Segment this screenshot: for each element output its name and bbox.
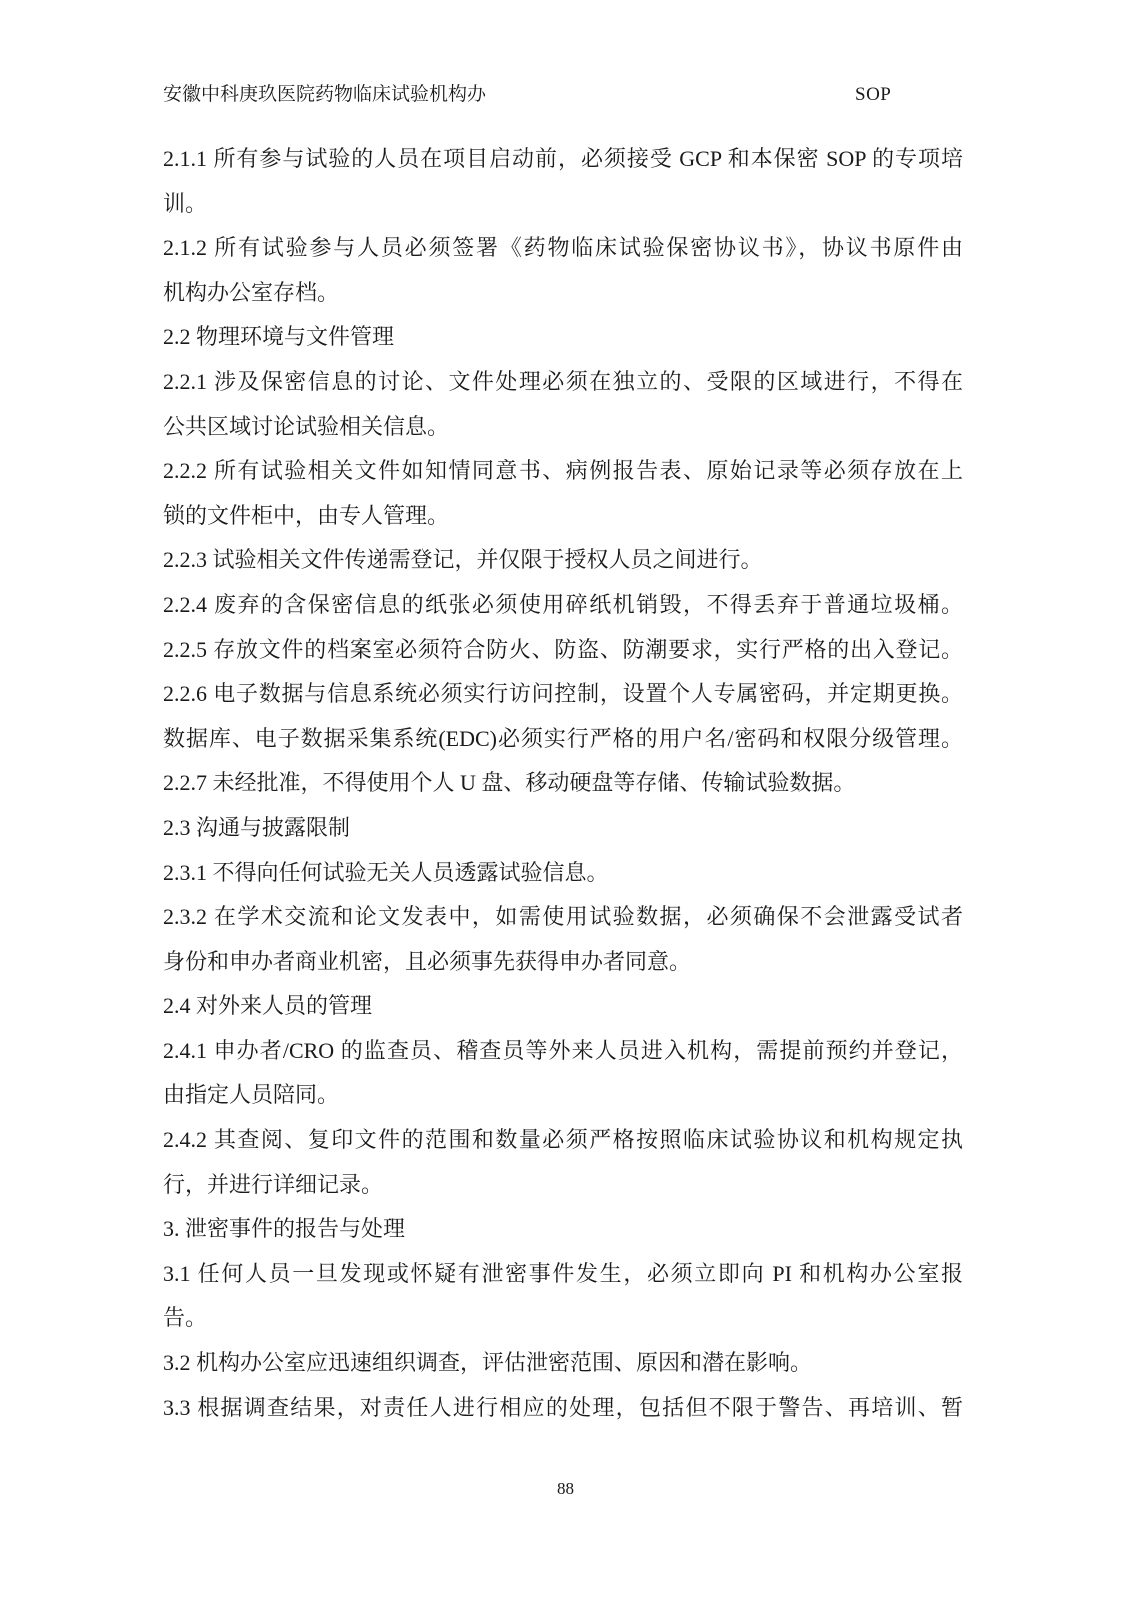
body-line: 2.3 沟通与披露限制 [163,814,351,840]
body-line: 2.4 对外来人员的管理 [163,993,373,1019]
body-line: 2.2.1 涉及保密信息的讨论、文件处理必须在独立的、受限的区域进行，不得在 [163,368,963,394]
body-line: 公共区域讨论试验相关信息。 [163,413,450,439]
body-line: 2.4.2 其查阅、复印文件的范围和数量必须严格按照临床试验协议和机构规定执 [163,1127,963,1153]
body-line: 3.3 根据调查结果，对责任人进行相应的处理，包括但不限于警告、再培训、暂 [163,1394,963,1420]
body-line: 2.2.2 所有试验相关文件如知情同意书、病例报告表、原始记录等必须存放在上 [163,458,963,484]
header-institution-name: 安徽中科庚玖医院药物临床试验机构办 [163,84,487,105]
body-line: 2.1.2 所有试验参与人员必须签署《药物临床试验保密协议书》，协议书原件由 [163,235,963,261]
body-line: 2.2.3 试验相关文件传递需登记，并仅限于授权人员之间进行。 [163,547,763,573]
header-doc-type-label: SOP [855,84,892,105]
body-line: 3.1 任何人员一旦发现或怀疑有泄密事件发生，必须立即向 PI 和机构办公室报 [163,1260,963,1286]
body-line: 由指定人员陪同。 [163,1082,340,1108]
document-body [163,137,963,1430]
body-line: 行，并进行详细记录。 [163,1171,384,1197]
body-line: 2.2 物理环境与文件管理 [163,324,395,350]
body-line: 训。 [163,190,208,216]
body-line: 2.2.7 未经批准，不得使用个人 U 盘、移动硬盘等存储、传输试验数据。 [163,770,856,796]
body-line: 2.2.5 存放文件的档案室必须符合防火、防盗、防潮要求，实行严格的出入登记。 [163,636,963,662]
page-number: 88 [557,1479,574,1498]
body-line: 2.2.4 废弃的含保密信息的纸张必须使用碎纸机销毁，不得丢弃于普通垃圾桶。 [163,591,963,617]
body-line: 锁的文件柜中，由专人管理。 [163,502,450,528]
body-line: 数据库、电子数据采集系统(EDC)必须实行严格的用户名/密码和权限分级管理。 [163,725,963,751]
body-line: 3.2 机构办公室应迅速组织调查，评估泄密范围、原因和潜在影响。 [163,1350,813,1376]
page-header [163,82,963,108]
body-line: 2.4.1 申办者/CRO 的监查员、稽查员等外来人员进入机构，需提前预约并登记， [163,1037,963,1063]
body-line: 机构办公室存档。 [163,279,340,305]
page-footer [0,1477,1131,1501]
body-line: 身份和申办者商业机密，且必须事先获得申办者同意。 [163,948,692,974]
body-line: 2.2.6 电子数据与信息系统必须实行访问控制，设置个人专属密码，并定期更换。 [163,681,963,707]
body-line: 2.1.1 所有参与试验的人员在项目启动前，必须接受 GCP 和本保密 SOP 的专项培 [163,146,963,171]
body-line: 2.3.1 不得向任何试验无关人员透露试验信息。 [163,859,609,885]
body-line: 告。 [163,1305,208,1331]
body-line: 3. 泄密事件的报告与处理 [163,1216,406,1242]
body-line: 2.3.2 在学术交流和论文发表中，如需使用试验数据，必须确保不会泄露受试者 [163,904,963,930]
